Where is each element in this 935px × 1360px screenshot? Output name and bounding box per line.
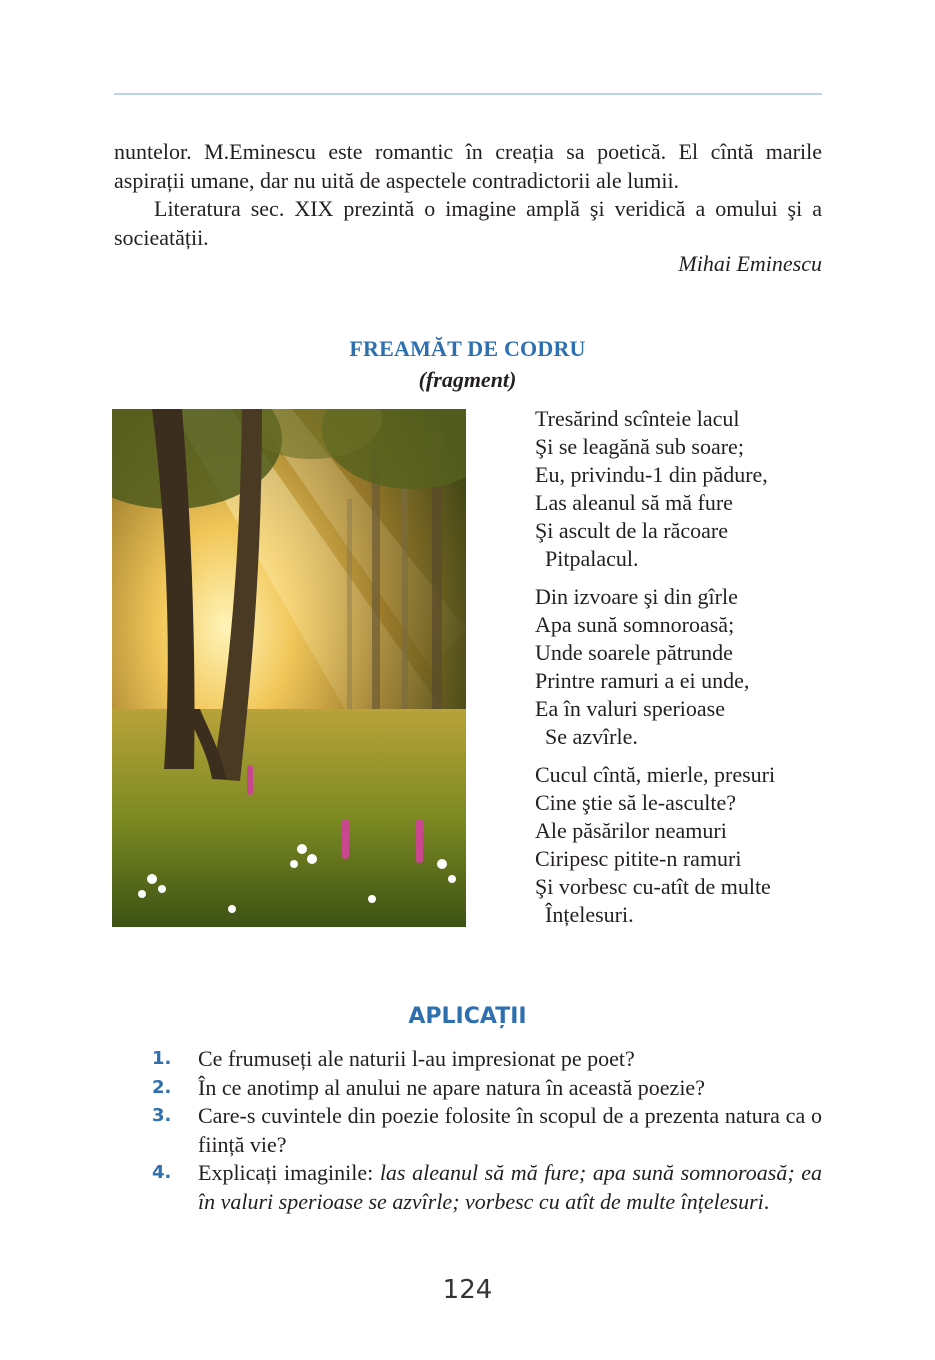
verse-line: Tresărind scînteie lacul <box>535 406 740 431</box>
verse-line: Unde soarele pătrunde <box>535 640 733 665</box>
verse-line: Pitpalacul. <box>545 546 639 571</box>
item-number: 4. <box>152 1162 172 1183</box>
item-text: În ce anotimp al anului ne apare natura în această poezie? <box>198 1074 705 1100</box>
verse-line: Ale păsărilor neamuri <box>535 818 727 843</box>
intro-text <box>114 138 822 252</box>
verse-line: Apa sună somnoroasă; <box>535 612 735 637</box>
list-item <box>152 1102 822 1159</box>
verse-line: Cine ştie să le-asculte? <box>535 790 736 815</box>
verse-line: Las aleanul să mă fure <box>535 490 733 515</box>
poem-title: FREAMĂT DE CODRU <box>349 336 586 361</box>
verse-line: Printre ramuri a ei unde, <box>535 668 750 693</box>
stanza-3 <box>535 761 775 929</box>
list-item <box>152 1045 822 1074</box>
verse-line: Ciripesc pitite-n ramuri <box>535 846 742 871</box>
applications-title: APLICAȚII <box>408 1004 527 1029</box>
item-text: Care-s cuvintele din poezie folosite în scopul de a prezenta natura ca o ființă vie? <box>198 1103 822 1157</box>
verse-line: Din izvoare şi din gîrle <box>535 584 738 609</box>
intro-paragraph-2: Literatura sec. XIX prezintă o imagine amplă şi veridică a omului şi a socieatății. <box>114 196 822 250</box>
verse-line: Şi se leagănă sub soare; <box>535 434 744 459</box>
verse-line: Ea în valuri sperioase <box>535 696 725 721</box>
poem-subtitle: (fragment) <box>418 367 517 392</box>
item-text-end: . <box>763 1188 770 1214</box>
applications-list <box>152 1045 822 1216</box>
verse-line: Cucul cîntă, mierle, presuri <box>535 762 776 787</box>
item-text-italic: las aleanul să mă fure; apa sună somnoroasă; ea în valuri sperioase se azvîrle; vorbesc cu atît de multe înțelesuri <box>198 1160 823 1214</box>
stanza-1 <box>535 405 775 573</box>
verse-line: Şi ascult de la răcoare <box>535 518 729 543</box>
stanza-2 <box>535 583 775 751</box>
item-text: Ce frumuseți ale naturii l-au impresionat pe poet? <box>198 1046 635 1071</box>
verse-line: Înțelesuri. <box>545 902 634 927</box>
item-number: 1. <box>152 1048 172 1069</box>
verse-line: Se azvîrle. <box>545 724 638 749</box>
intro-paragraph-1: nuntelor. M.Eminescu este romantic în creația sa poetică. El cîntă marile aspirații umane, dar nu uită de aspectele contradictorii ale lumii. <box>114 139 822 193</box>
verse-line: Şi vorbesc cu-atît de multe <box>535 874 771 899</box>
item-text <box>198 1159 822 1216</box>
list-item <box>152 1074 822 1103</box>
item-number: 2. <box>152 1076 172 1098</box>
item-number: 3. <box>152 1105 172 1126</box>
list-item <box>152 1159 822 1216</box>
poem-body <box>535 405 775 939</box>
page-number: 124 <box>442 1275 493 1305</box>
forest-illustration <box>112 409 466 927</box>
verse-line: Eu, privindu-1 din pădure, <box>535 462 768 487</box>
top-rule <box>114 93 822 95</box>
author-signature: Mihai Eminescu <box>678 251 822 276</box>
item-text-lead: Explicați imaginile: <box>198 1160 380 1185</box>
